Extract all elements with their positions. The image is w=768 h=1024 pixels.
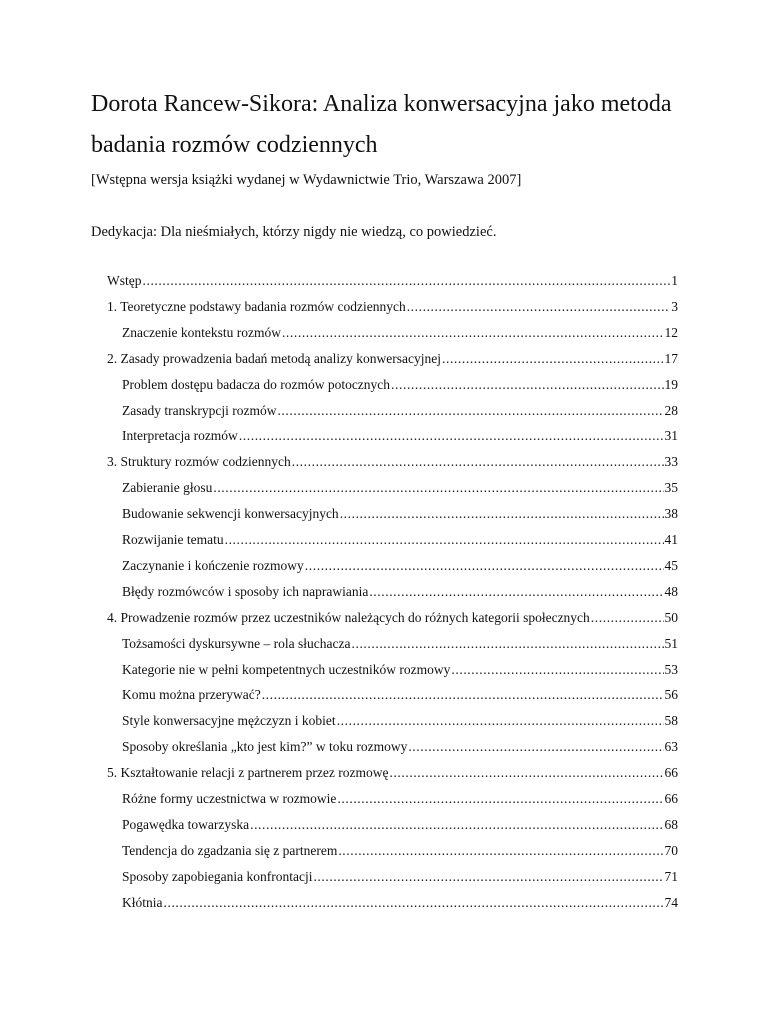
toc-entry-title: Tożsamości dyskursywne – rola słuchacza	[122, 635, 351, 651]
toc-dot-leader	[239, 426, 664, 446]
toc-entry-page-number: 38	[664, 506, 678, 522]
toc-dot-leader	[451, 660, 663, 680]
toc-entry-title: Style konwersacyjne mężczyzn i kobiet	[122, 713, 336, 729]
document-title: Dorota Rancew-Sikora: Analiza konwersacyjna jako metoda badania rozmów codziennych	[91, 91, 672, 158]
toc-dot-leader	[340, 504, 664, 524]
toc-entry-title: Kłótnia	[122, 894, 163, 910]
toc-entry	[122, 504, 678, 524]
toc-entry-title: 5. Kształtowanie relacji z partnerem przez rozmowę	[107, 765, 389, 781]
toc-entry	[122, 426, 678, 446]
toc-entry	[122, 893, 678, 913]
toc-entry	[107, 297, 678, 317]
toc-entry-page-number: 66	[664, 791, 678, 806]
toc-entry-title: Sposoby zapobiegania konfrontacji	[122, 868, 313, 884]
toc-entry	[122, 711, 678, 731]
toc-entry-page-number: 51	[664, 635, 678, 651]
toc-dot-leader	[250, 815, 663, 835]
toc-entry-page-number: 56	[664, 687, 678, 703]
toc-entry	[122, 323, 678, 343]
toc-entry-title: Zabieranie głosu	[122, 480, 213, 496]
toc-entry	[122, 841, 678, 861]
toc-entry-page-number: 41	[664, 532, 678, 547]
toc-entry-title: 2. Zasady prowadzenia badań metodą analizy konwersacyjnej	[107, 350, 441, 366]
toc-entry-title: 1. Teoretyczne podstawy badania rozmów codziennych	[107, 298, 406, 314]
toc-entry-page-number: 35	[664, 480, 678, 496]
toc-dot-leader	[591, 608, 664, 628]
toc-entry	[122, 867, 678, 887]
toc-dot-leader	[369, 582, 663, 602]
toc-entry	[122, 375, 678, 395]
toc-entry-title: Problem dostępu badacza do rozmów potocznych	[122, 376, 391, 392]
toc-dot-leader	[277, 401, 663, 421]
toc-entry	[122, 556, 678, 576]
toc-entry	[107, 608, 678, 628]
toc-entry-page-number: 58	[664, 713, 678, 729]
toc-entry	[122, 685, 678, 705]
toc-entry-page-number: 50	[664, 609, 678, 625]
toc-entry-page-number: 48	[664, 583, 678, 599]
toc-entry-title: Zaczynanie i kończenie rozmowy	[122, 557, 304, 573]
toc-entry-title: Zasady transkrypcji rozmów	[122, 402, 277, 418]
edition-note: [Wstępna wersja książki wydanej w Wydawnictwie Trio, Warszawa 2007]	[91, 172, 522, 188]
toc-entry-title: Pogawędka towarzyska	[122, 816, 250, 832]
toc-dot-leader	[213, 478, 663, 498]
toc-entry	[122, 737, 678, 757]
toc-dot-leader	[305, 556, 664, 576]
toc-entry	[107, 452, 678, 472]
toc-entry-page-number: 68	[664, 816, 678, 832]
toc-entry-title: Kategorie nie w pełni kompetentnych uczestników rozmowy	[122, 661, 451, 677]
toc-entry-page-number: 70	[664, 842, 678, 858]
toc-entry-title: Budowanie sekwencji konwersacyjnych	[122, 506, 339, 522]
toc-entry-page-number: 12	[664, 324, 678, 340]
toc-dot-leader	[143, 271, 671, 291]
toc-dot-leader	[352, 634, 664, 654]
toc-entry-page-number: 33	[664, 454, 678, 470]
toc-dot-leader	[313, 867, 663, 887]
toc-dot-leader	[282, 323, 664, 343]
toc-entry-page-number: 28	[664, 402, 678, 418]
toc-entry-title: Różne formy uczestnictwa w rozmowie	[122, 791, 337, 806]
toc-entry	[122, 634, 678, 654]
toc-dot-leader	[337, 789, 663, 809]
toc-dot-leader	[292, 452, 664, 472]
toc-dot-leader	[262, 685, 664, 705]
toc-entry	[122, 530, 678, 550]
toc-entry-page-number: 74	[664, 894, 678, 910]
toc-entry-page-number: 1	[671, 273, 678, 288]
toc-entry	[107, 349, 678, 369]
toc-entry	[122, 478, 678, 498]
toc-entry-title: 4. Prowadzenie rozmów przez uczestników należących do różnych kategorii społecznych	[107, 609, 590, 625]
toc-entry-title: Błędy rozmówców i sposoby ich naprawiania	[122, 583, 369, 599]
toc-entry-title: Znaczenie kontekstu rozmów	[122, 324, 281, 340]
toc-entry-title: Sposoby określania „kto jest kim?” w toku rozmowy	[122, 739, 408, 755]
toc-entry-page-number: 63	[664, 739, 678, 755]
toc-entry	[122, 401, 678, 421]
toc-dot-leader	[391, 375, 663, 395]
toc-entry-title: Komu można przerywać?	[122, 687, 261, 703]
toc-dot-leader	[337, 711, 664, 731]
toc-entry-page-number: 19	[664, 376, 678, 392]
toc-dot-leader	[164, 893, 664, 913]
toc-entry	[122, 789, 678, 809]
toc-entry-title: Tendencja do zgadzania się z partnerem	[122, 842, 338, 858]
toc-entry-page-number: 71	[664, 868, 678, 884]
toc-entry-page-number: 17	[664, 350, 678, 366]
toc-entry	[107, 763, 678, 783]
toc-dot-leader	[407, 297, 671, 317]
toc-entry-title: 3. Struktury rozmów codziennych	[107, 454, 291, 470]
toc-entry	[107, 271, 678, 291]
toc-entry-title: Rozwijanie tematu	[122, 532, 224, 547]
toc-entry-page-number: 45	[664, 557, 678, 573]
toc-dot-leader	[442, 349, 664, 369]
toc-entry-title: Interpretacja rozmów	[122, 428, 238, 444]
toc-entry	[122, 815, 678, 835]
toc-entry-title: Wstęp	[107, 273, 142, 288]
toc-entry-page-number: 31	[664, 428, 678, 444]
toc-entry	[122, 582, 678, 602]
toc-entry-page-number: 3	[671, 298, 678, 314]
toc-dot-leader	[408, 737, 663, 757]
toc-entry	[122, 660, 678, 680]
toc-entry-page-number: 53	[664, 661, 678, 677]
toc-dot-leader	[225, 530, 664, 550]
dedication: Dedykacja: Dla nieśmiałych, którzy nigdy nie wiedzą, co powiedzieć.	[91, 224, 497, 240]
toc-dot-leader	[338, 841, 663, 861]
toc-entry-page-number: 66	[664, 765, 678, 781]
toc-dot-leader	[389, 763, 663, 783]
